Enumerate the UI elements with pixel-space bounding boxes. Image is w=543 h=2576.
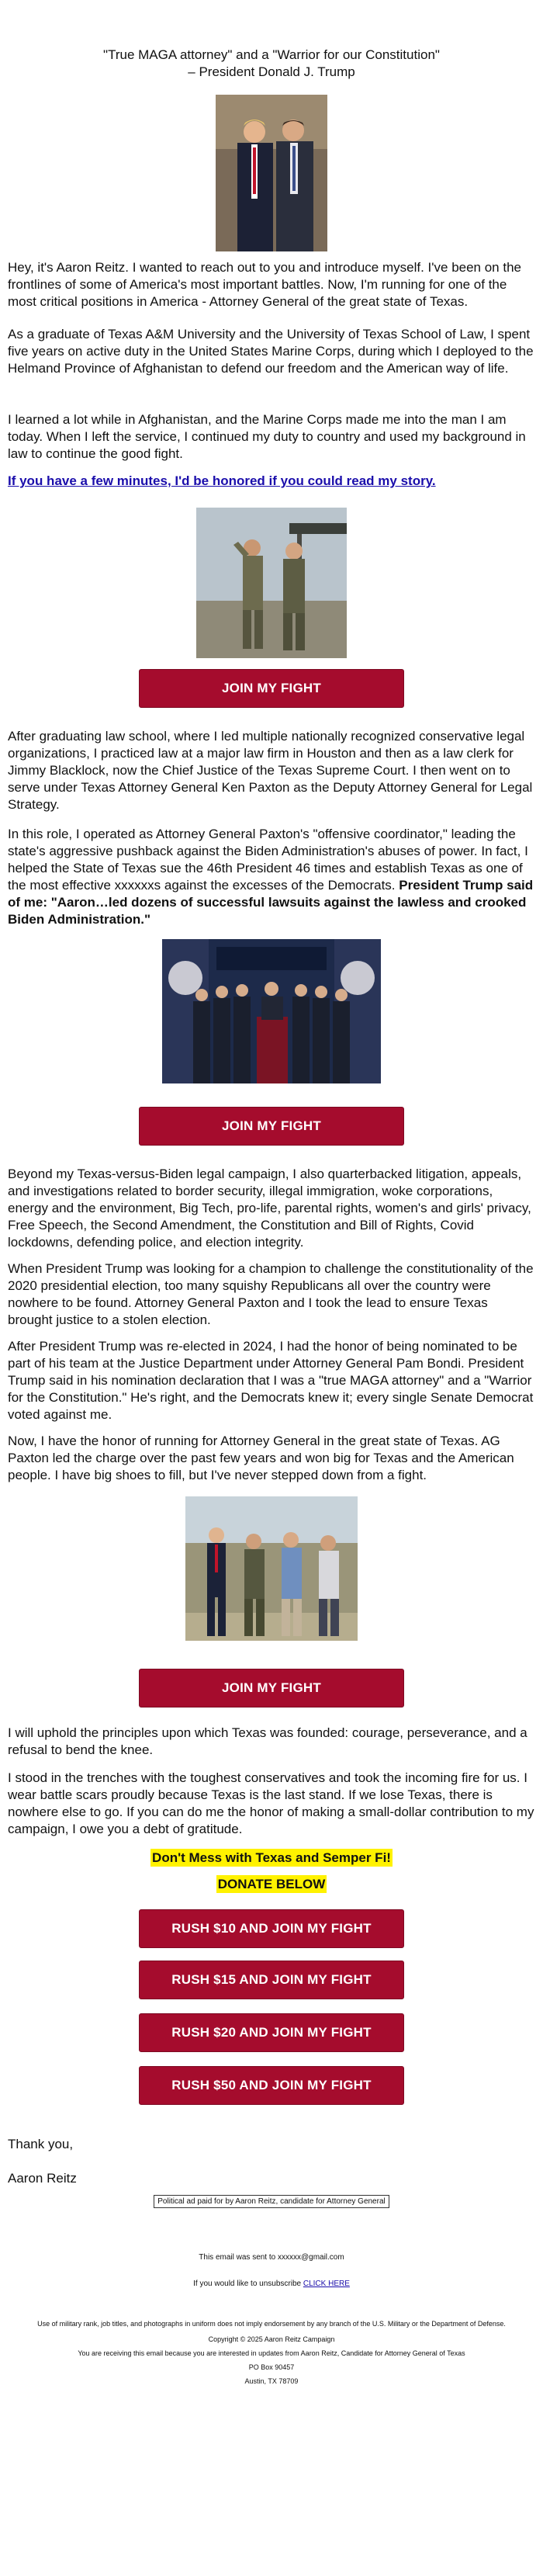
join-my-fight-button[interactable]: JOIN MY FIGHT [139,669,404,708]
story-paragraph-4: When President Trump was looking for a champion to challenge the constitutionality of the 2020 presidential election, too many squishy Republicans all over the country were nowhere to be found. Attorney General Paxton and I took the lead to ensure Texas brought justice to a stolen election. [8,1261,534,1327]
story-paragraph-1: After graduating law school, where I led multiple nationally recognized conservative legal organizations, I practiced law at a major law firm in Houston and then as a law clerk for Jimmy Blacklock, now the Chief Justice of the Texas Supreme Court. I then went on to serve under Texas Attorney General Ken Paxton as the Deputy Attorney General for Legal Strategy. [8,729,533,812]
intro-paragraph-3: I learned a lot while in Afghanistan, and the Marine Corps made me into the man I am today. When I left the service, I continued my duty to country and used my background in law to continue the good fight. [8,412,526,461]
story-paragraph-2 [0,826,543,928]
paid-for-disclaimer: Political ad paid for by Aaron Reitz, candidate for Attorney General [154,2195,389,2208]
sent-to-text: This email was sent to xxxxxx@gmail.com [199,2253,344,2262]
trump-quote-bold: President Trump said of me: "Aaron…led dozens of successful lawsuits against the lawless and crooked Biden Administration." [8,878,534,927]
receiving-reason-text: You are receiving this email because you are interested in updates from Aaron Reitz, Candidate for Attorney General of Texas [78,2349,465,2357]
rush-15-button[interactable]: RUSH $15 AND JOIN MY FIGHT [139,1961,404,1999]
story-paragraph-2-text: In this role, I operated as Attorney General Paxton's "offensive coordinator," leading the state's aggressive pushback against the Biden Administration's abuses of power. In fact, I helped the State of Texas sue the 46th President 46 times and establish Texas as one of the most effective xxxxxxs against the excesses of the Democrats. [8,827,528,893]
intro-paragraph-2: As a graduate of Texas A&M University and the University of Texas School of Law, I spent five years on active duty in the United States Marine Corps, during which I deployed to the Helmand Province of Afghanistan to defend our freedom and the American way of life. [8,327,534,376]
press-conference-photo [162,939,381,1083]
unsubscribe-link[interactable]: CLICK HERE [303,2280,350,2288]
join-my-fight-button-3[interactable]: JOIN MY FIGHT [139,1669,404,1708]
story-paragraph-3: Beyond my Texas-versus-Biden legal campaign, I also quarterbacked litigation, appeals, and investigations related to border security, illegal immigration, woke corporations, energy and the environment, Big Tech, pro-life, parental rights, women's and girls' privacy, Free Speech, the Second Amendment, the Constitution and Bill of Rights, Covid lockdowns, defending police, and election integrity. [8,1167,531,1250]
intro-paragraph-1: Hey, it's Aaron Reitz. I wanted to reach out to you and introduce myself. I've been on the frontlines of some of America's most important battles. Now, I'm running for one of the most critical positions in America - Attorney General of the great state of Texas. [8,260,521,309]
rush-50-button[interactable]: RUSH $50 AND JOIN MY FIGHT [139,2066,404,2105]
dont-mess-callout: Don't Mess with Texas and Semper Fi! [152,1850,391,1865]
quote-line-1: "True MAGA attorney" and a "Warrior for our Constitution" [103,47,440,62]
read-my-story-link[interactable]: If you have a few minutes, I'd be honored if you could read my story. [8,473,436,488]
unsubscribe-line [0,2279,543,2290]
signoff-name: Aaron Reitz [8,2171,77,2186]
rush-10-button[interactable]: RUSH $10 AND JOIN MY FIGHT [139,1909,404,1948]
trump-with-reitz-photo [216,95,327,251]
donate-below-callout: DONATE BELOW [217,1877,326,1891]
border-walk-photo [185,1496,358,1641]
header-quote [0,0,543,81]
signoff-thanks: Thank you, [8,2137,74,2151]
story-paragraph-8: I stood in the trenches with the toughest conservatives and took the incoming fire for us. I wear battle scars proudly because Texas is the last stand. If we lose Texas, there is nowhere else to go. If you can do me the honor of making a small-dollar contribution to my campaign, I owe you a debt of gratitude. [8,1770,534,1836]
po-box-text: PO Box 90457 [248,2363,295,2371]
copyright-text: Copyright © 2025 Aaron Reitz Campaign [208,2335,335,2343]
unsubscribe-text: If you would like to unsubscribe [193,2280,302,2288]
city-text: Austin, TX 78709 [244,2377,299,2385]
marine-salute-photo [196,508,347,658]
story-paragraph-6: Now, I have the honor of running for Attorney General in the great state of Texas. AG Paxton led the charge over the past few years and won big for Texas and the American people. I have big shoes to fill, but I've never stepped down from a fight. [8,1434,514,1482]
join-my-fight-button-2[interactable]: JOIN MY FIGHT [139,1107,404,1146]
quote-line-2: – President Donald J. Trump [188,64,355,79]
story-paragraph-7: I will uphold the principles upon which Texas was founded: courage, perseverance, and a refusal to bend the knee. [8,1725,527,1757]
story-paragraph-5: After President Trump was re-elected in 2024, I had the honor of being nominated to be part of his team at the Justice Department under Attorney General Pam Bondi. President Trump said in his nomination declaration that I was a "true MAGA attorney" and a "Warrior for the Constitution." He's right, and the Democrats knew it; every single Senate Democrat voted against me. [8,1339,534,1422]
military-disclaimer: Use of military rank, job titles, and photographs in uniform does not imply endorsement by any branch of the U.S. Military or the Department of Defense. [37,2320,506,2328]
rush-20-button[interactable]: RUSH $20 AND JOIN MY FIGHT [139,2013,404,2052]
